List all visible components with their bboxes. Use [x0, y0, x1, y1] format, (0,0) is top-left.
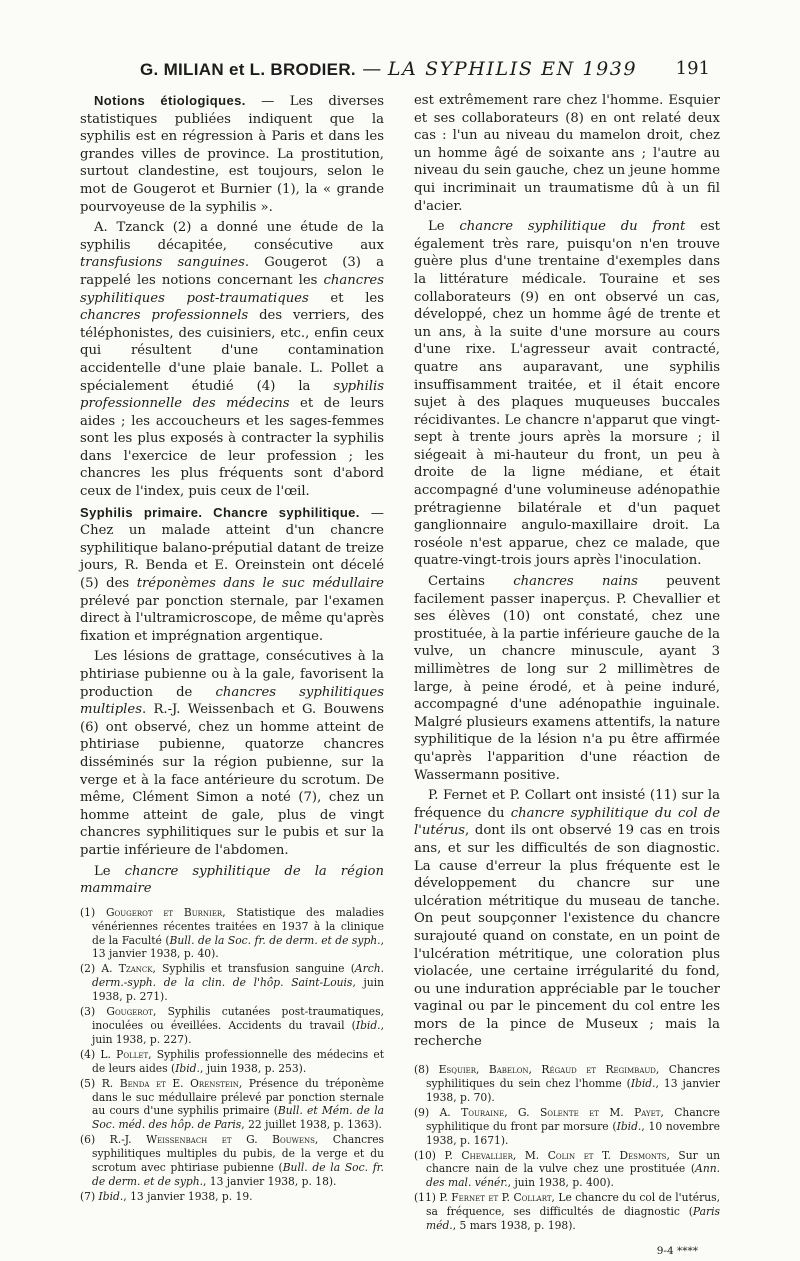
footnote: (4) L. Pollet, Syphilis professionnelle des médecins et de leurs aides (Ibid., juin 1938, p. 253). [80, 1047, 384, 1075]
paragraph-etiology: Notions étiologiques. — Les diverses statistiques publiées indiquent que la syphilis est en régression à Paris et dans les grandes villes de province. La prostitution, surtout clandestine, est toujours, selon le mot de Gougerot et Burnier (1), la « grande pourvoyeuse de la syphilis ». [80, 93, 384, 215]
paragraph-dwarf-chancres: Certains chancres nains peuvent facilement passer inaperçus. P. Chevallier et ses élèves (10) ont constaté, chez une prostituée, à la partie inférieure gauche de la vulve, un chancre minuscule, ayant 3 millimètres de long sur 2 millimètres de large, à peine érodé, et à peine induré, accompagné d'une adénopathie inguinale. Malgré plusieurs examens attentifs, la nature syphilitique de la lésion n'a pu être affirmée qu'après l'apparition d'une réaction de Wassermann positive. [414, 574, 721, 783]
footnote: (10) P. Chevallier, M. Colin et T. Desmonts, Sur un chancre nain de la vulve chez une prostituée (Ann. des mal. vénér., juin 1938, p. 400). [414, 1148, 721, 1190]
footnote: (6) R.-J. Weissenbach et G. Bouwens, Chancres syphilitiques multiples du pubis, de la verge et du scrotum avec phtiriase pubienne (Bull. de la Soc. fr. de derm. et de syph., 13 janvier 1938, p. 18). [80, 1133, 384, 1188]
header-authors: G. MILIAN et L. BRODIER. [140, 60, 356, 79]
printer-signature: 9-4 **** [656, 1244, 698, 1257]
paragraph-mammary: Le chancre syphilitique de la région mammaire [80, 863, 384, 897]
header-title: LA SYPHILIS EN 1939 [387, 58, 638, 80]
footnote: (7) Ibid., 13 janvier 1938, p. 19. [80, 1189, 253, 1203]
footnote: (2) A. Tzanck, Syphilis et transfusion sanguine (Arch. derm.-syph. de la clin. de l'hôp. Saint-Louis, juin 1938, p. 271). [80, 962, 385, 1004]
footnote: (1) Gougerot et Burnier, Statistique des maladies vénériennes récentes traitées en 1937 à la clinique de la Faculté (Bull. de la Soc. fr. de derm. et de syph., 13 janvier 1938, p. 40). [80, 905, 384, 961]
footnote: (5) R. Benda et E. Orenstein, Présence du tréponème dans le suc médullaire prélevé par ponction sternale au cours d'une syphilis primaire (Bull. et Mém. de la Soc. méd. des hôp. de Paris, 22 juillet 1938, p. 1363). [80, 1076, 384, 1132]
footnotes-right [414, 1063, 720, 1233]
paragraph-mammary-cont: est extrêmement rare chez l'homme. Esquier et ses collaborateurs (8) en ont relaté deux cas : l'un au niveau du mamelon droit, chez un homme âgé de soixante ans ; l'autre au niveau du sein gauche, chez un jeune homme qui incriminait un traumatisme dû à un fil d'acier. [414, 93, 720, 214]
paragraph-transfusion: A. Tzanck (2) a donné une étude de la syphilis décapitée, consécutive aux transfusions sanguines. Gougerot (3) a rappelé les notions concernant les chancres syphilitiques post-traumatiques et les chancres professionnels des verriers, des téléphonistes, des cuisiniers, etc., enfin ceux qui résultent d'une contamination accidentelle d'une plaie banale. L. Pollet a spécialement étudié (4) la syphilis professionnelle des médecins et de leurs aides ; les accoucheurs et les sages-femmes sont les plus exposés à contracter la syphilis dans l'exercice de leur profession ; les chancres les plus fréquents sont d'abord ceux de l'index, puis ceux de l'œil. [80, 220, 385, 500]
section-heading-primary: Syphilis primaire. Chancre syphilitique. [80, 504, 360, 520]
header-separator: — [355, 58, 388, 80]
footnote: (9) A. Touraine, G. Solente et M. Payet, Chancre syphilitique du front par morsure (Ibid., 10 novembre 1938, p. 1671). [414, 1105, 720, 1147]
page-number: 191 [675, 58, 710, 79]
running-head [140, 58, 637, 80]
left-column [80, 92, 384, 1205]
footnote: (8) Esquier, Babelon, Régaud et Regimbaud, Chancres syphilitiques du sein chez l'homme (Ibid., 13 janvier 1938, p. 70). [414, 1063, 720, 1104]
paragraph-cervix: P. Fernet et P. Collart ont insisté (11) sur la fréquence du chancre syphilitique du col de l'utérus, dont ils ont observé 19 cas en trois ans, et sur les difficultés de son diagnostic. La cause d'erreur la plus fréquente est le développement du chancre sur une ulcération métritique du museau de tanche. On peut soupçonner l'existence du chancre surajouté quand on constate, en un point de l'ulcération métritique, une coloration plus violacée, une certaine irrégularité du fond, ou une induration appréciable par le toucher vaginal ou par le pincement du col entre les mors de la pince de Museux ; mais la recherche [414, 788, 720, 1050]
paragraph-multiple-chancres: Les lésions de grattage, consécutives à la phtiriase pubienne ou à la gale, favorisent la production de chancres syphilitiques multiples. R.-J. Weissenbach et G. Bouwens (6) ont observé, chez un homme atteint de phtiriase pubienne, quatorze chancres disséminés sur la région pubienne, sur la verge et à la face antérieure du scrotum. De même, Clément Simon a noté (7), chez un homme atteint de gale, plus de vingt chancres syphilitiques sur le pubis et sur la partie inférieure de l'abdomen. [80, 649, 384, 858]
section-heading-etiology: Notions étiologiques. [94, 93, 246, 108]
running-header [88, 58, 710, 88]
paragraph-primary-syphilis: Syphilis primaire. Chancre syphilitique. — Chez un malade atteint d'un chancre syphilitique balano-préputial datant de treize jours, R. Benda et E. Oreinstein ont décelé (5) des tréponèmes dans le suc médullaire prélevé par ponction sternale, par l'examen direct à l'ultramicroscope, de même qu'après fixation et imprégnation argentique. [80, 504, 384, 644]
footnotes-left [80, 906, 384, 1204]
footnote: (3) Gougerot, Syphilis cutanées post-traumatiques, inoculées ou éveillées. Accidents du travail (Ibid., juin 1938, p. 227). [80, 1005, 384, 1046]
paragraph-forehead: Le chancre syphilitique du front est également très rare, puisqu'on n'en trouve guère plus d'une trentaine d'exemples dans la littérature médicale. Touraine et ses collaborateurs (9) en ont observé un cas, développé, chez un homme âgé de trente et un ans, à la suite d'une morsure au cours d'une rixe. L'agresseur avait contracté, quatre ans auparavant, une syphilis insuffisamment traitée, et il était encore sujet à des plaques muqueuses buccales récidivantes. Le chancre n'apparut que vingt-sept à trente jours après la morsure ; il siégeait à mi-hauteur du front, un peu à droite de la ligne médiane, et était accompagné d'une volumineuse adénopathie prétragienne bilatérale et d'un paquet ganglionnaire angulo-maxillaire droit. La roséole n'est apparue, chez ce malade, que quatre-vingt-trois jours après l'inoculation. [414, 219, 720, 569]
footnote: (11) P. Fernet et P. Collart, Le chancre du col de l'utérus, sa fréquence, ses difficultés de diagnostic (Paris méd., 5 mars 1938, p. 198). [414, 1191, 720, 1233]
right-column [414, 92, 720, 1261]
